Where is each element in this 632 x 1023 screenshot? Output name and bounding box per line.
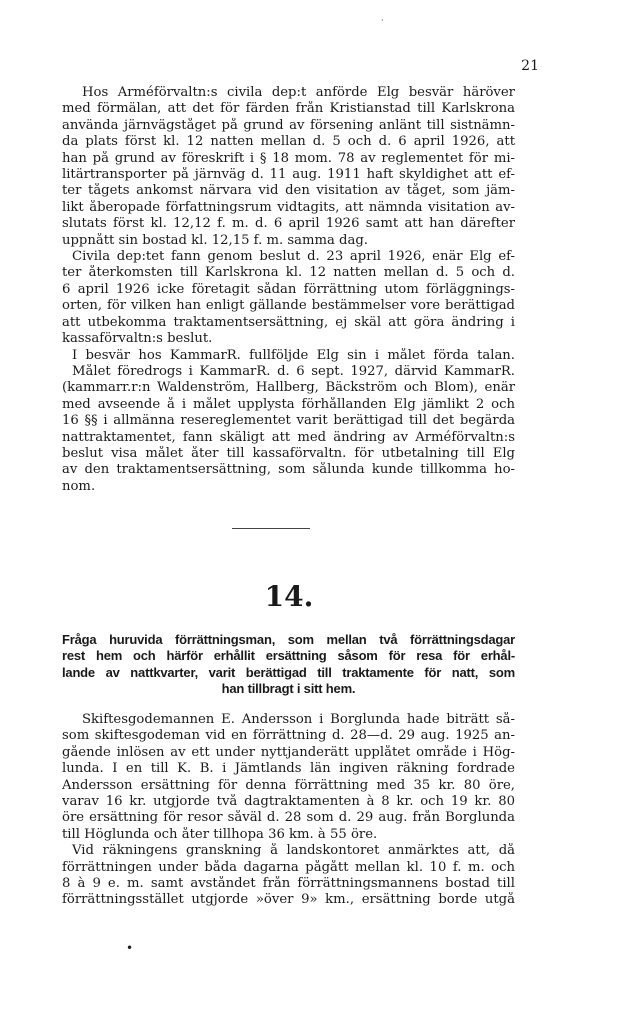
heading-line: lande av nattkvarter, varit berättigad till traktamente för natt, som <box>62 664 515 680</box>
text-line: nom. <box>62 478 96 494</box>
text-line: förrättningsstället utgjorde »över 9» km., ersättning borde utgå <box>62 892 515 908</box>
text-line: varav 16 kr. utgjorde två dagtraktamenten à 8 kr. och 19 kr. 80 <box>62 794 515 810</box>
text-line: använda järnvägståget på grund av försening anlänt till sistnämn- <box>62 117 515 133</box>
text-line: Andersson ersättning för denna förrättning med 35 kr. 80 öre, <box>62 777 515 793</box>
text-line: av den traktamentsersättning, som sålunda kunde tillkomma ho- <box>62 462 515 478</box>
text-line: till Höglunda och åter tillhopa 36 km. à 55 öre. <box>62 826 378 842</box>
text-line: Målet föredrogs i KammarR. d. 6 sept. 1927, därvid KammarR. <box>72 363 515 379</box>
text-line: Hos Arméförvaltn:s civila dep:t anförde Elg besvär häröver <box>82 85 515 100</box>
text-line: gående inlösen av ett under nyttjanderätt upplåtet område i Hög- <box>62 744 515 760</box>
text-line: som skiftesgodeman vid en förrättning d. 28—d. 29 aug. 1925 an- <box>62 728 515 744</box>
heading-line: rest hem och härför erhållit ersättning såsom för resa för erhål- <box>62 648 515 664</box>
heading-line: han tillbragt i sitt hem. <box>221 681 356 697</box>
text-line: ter återkomsten till Karlskrona kl. 12 natten mellan d. 5 och d. <box>62 265 515 281</box>
text-line: Vid räkningens granskning å landskontoret anmärktes att, då <box>72 843 515 859</box>
text-line: Skiftesgodemannen E. Andersson i Borglunda hade biträtt så- <box>82 712 515 727</box>
body-text-block-1 <box>62 85 515 495</box>
text-line: lunda. I en till K. B. i Jämtlands län ingiven räkning fordrade <box>62 761 515 777</box>
text-line: 8 à 9 e. m. samt avståndet från förrättningsmannens bostad till <box>62 876 515 892</box>
text-line: Civila dep:tet fann genom beslut d. 23 april 1926, enär Elg ef- <box>72 249 515 265</box>
bottom-mark: • <box>126 941 134 955</box>
text-line: förrättningen under båda dagarna pågått mellan kl. 10 f. m. och <box>62 859 515 875</box>
body-text-block-2 <box>62 712 515 909</box>
text-line: öre ersättning för resor såväl d. 28 som d. 29 aug. från Borglunda <box>62 810 515 826</box>
text-line: I besvär hos KammarR. fullföljde Elg sin i målet förda talan. <box>72 347 515 363</box>
section-divider <box>232 528 310 529</box>
text-line: beslut visa målet åter till kassaförvaltn. för utbetalning till Elg <box>62 445 515 461</box>
top-mark: · <box>381 16 384 25</box>
text-line: slutats först kl. 12,12 f. m. d. 6 april 1926 samt att han därefter <box>62 216 515 232</box>
text-line: ter tågets ankomst närvara vid den visitation av tåget, som jäm- <box>62 183 515 199</box>
text-line: (kammarr.r:n Waldenström, Hallberg, Bäckström och Blom), enär <box>62 380 515 396</box>
text-line: 16 §§ i allmänna resereglementet varit berättigad till det begärda <box>62 413 515 429</box>
text-line: att utbekomma traktamentsersättning, ej skäl att göra ändring i <box>62 314 515 330</box>
text-line: han på grund av föreskrift i § 18 mom. 78 av reglementet för mi- <box>62 150 515 166</box>
text-line: med förmälan, att det för färden från Kristianstad till Karlskrona <box>62 101 515 117</box>
page-number: 21 <box>521 58 539 74</box>
heading-line: Fråga huruvida förrättningsman, som mellan två förrättningsdagar <box>62 632 515 647</box>
text-line: da plats först kl. 12 natten mellan d. 5 och d. 6 april 1926, att <box>62 134 515 150</box>
text-line: kassaförvaltn:s beslut. <box>62 331 213 347</box>
text-line: likt åberopade författningsrum vidtagits, att nämnda visitation av- <box>62 199 515 215</box>
text-line: litärtransporter på järnväg d. 11 aug. 1911 haft skyldighet att ef- <box>62 167 515 183</box>
text-line: uppnått sin bostad kl. 12,15 f. m. samma dag. <box>62 232 368 248</box>
text-line: 6 april 1926 icke företagit sådan förrättning utom förläggnings- <box>62 281 515 297</box>
text-line: nattraktamentet, fann skäligt att med ändring av Arméförvaltn:s <box>62 429 515 445</box>
text-line: med avseende å i målet upplysta förhållanden Elg jämlikt 2 och <box>62 396 515 412</box>
section-number: 14. <box>264 580 314 613</box>
section-heading <box>62 632 515 698</box>
text-line: orten, för vilken han enligt gällande bestämmelser vore berättigad <box>62 298 515 314</box>
